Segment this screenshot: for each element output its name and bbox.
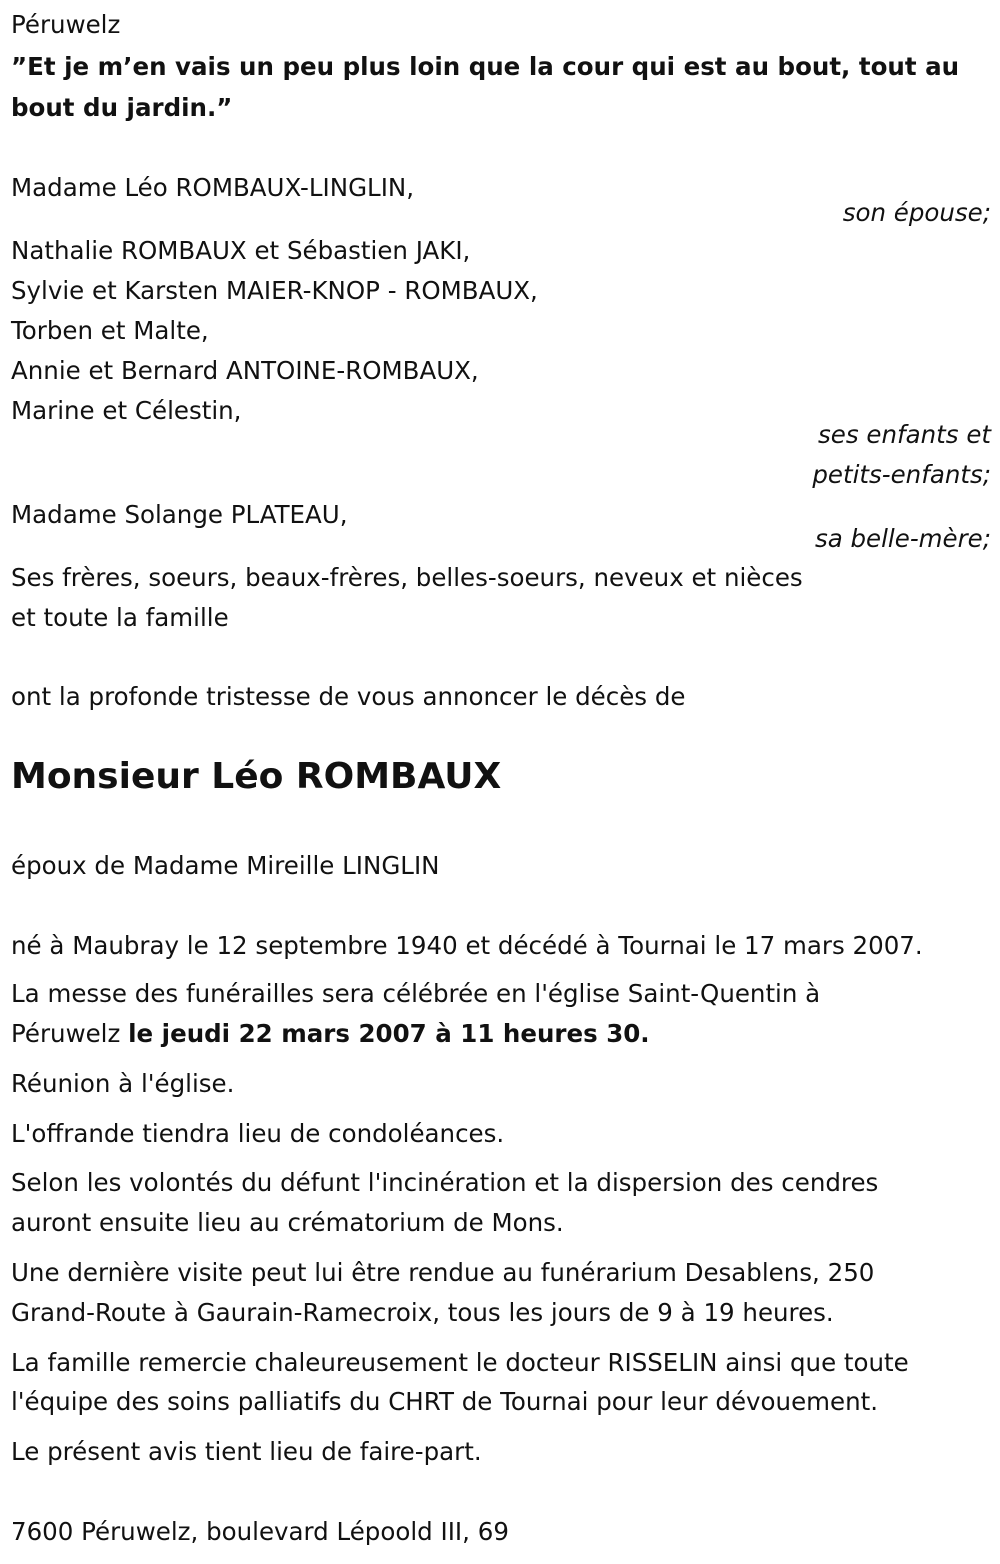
birth-death: né à Maubray le 12 septembre 1940 et décédé à Tournai le 17 mars 2007. xyxy=(11,931,923,960)
reunion: Réunion à l'église. xyxy=(11,1069,235,1098)
mother-in-law-role: sa belle-mère; xyxy=(814,524,991,553)
announcement: ont la profonde tristesse de vous annoncer le décès de xyxy=(11,682,686,711)
child-line-2: Sylvie et Karsten MAIER-KNOP - ROMBAUX, xyxy=(11,276,538,305)
mass-line-2 xyxy=(11,1014,650,1054)
mass-line-1: La messe des funérailles sera célébrée en l'église Saint-Quentin à xyxy=(11,979,821,1008)
mass-place: Péruwelz xyxy=(11,1019,129,1048)
child-line-1: Nathalie ROMBAUX et Sébastien JAKI, xyxy=(11,236,471,265)
child-line-4: Annie et Bernard ANTOINE-ROMBAUX, xyxy=(11,356,479,385)
thanks-line-2: l'équipe des soins palliatifs du CHRT de Tournai pour leur dévouement. xyxy=(11,1387,878,1416)
mother-in-law-name: Madame Solange PLATEAU, xyxy=(11,500,348,529)
visit-line-1: Une dernière visite peut lui être rendue au funérarium Desablens, 250 xyxy=(11,1258,875,1287)
family-line-1: Ses frères, soeurs, beaux-frères, belles-soeurs, neveux et nièces xyxy=(11,563,803,592)
location-heading: Péruwelz xyxy=(11,10,121,39)
spouse-role: son épouse; xyxy=(842,198,991,227)
cremation-line-2: auront ensuite lieu au crématorium de Mons. xyxy=(11,1208,564,1237)
spouse-name: Madame Léo ROMBAUX-LINGLIN, xyxy=(11,173,415,202)
visit-line-2: Grand-Route à Gaurain-Ramecroix, tous les jours de 9 à 19 heures. xyxy=(11,1298,834,1327)
notice: Le présent avis tient lieu de faire-part. xyxy=(11,1437,482,1466)
cremation-line-1: Selon les volontés du défunt l'incinération et la dispersion des cendres xyxy=(11,1168,879,1197)
mass-date: le jeudi 22 mars 2007 à 11 heures 30. xyxy=(128,1019,650,1048)
offering: L'offrande tiendra lieu de condoléances. xyxy=(11,1119,505,1148)
thanks-line-1: La famille remercie chaleureusement le docteur RISSELIN ainsi que toute xyxy=(11,1348,909,1377)
quote: ”Et je m’en vais un peu plus loin que la cour qui est au bout, tout au bout du jardin.” xyxy=(11,52,960,122)
family-line-2: et toute la famille xyxy=(11,603,229,632)
spouse-of: époux de Madame Mireille LINGLIN xyxy=(11,851,440,880)
child-line-3: Torben et Malte, xyxy=(11,316,209,345)
child-line-5: Marine et Célestin, xyxy=(11,396,242,425)
deceased-name: Monsieur Léo ROMBAUX xyxy=(11,756,502,797)
children-role-1: ses enfants et xyxy=(818,420,991,449)
address: 7600 Péruwelz, boulevard Lépoold III, 69 xyxy=(11,1517,509,1546)
children-role-2: petits-enfants; xyxy=(812,460,991,489)
